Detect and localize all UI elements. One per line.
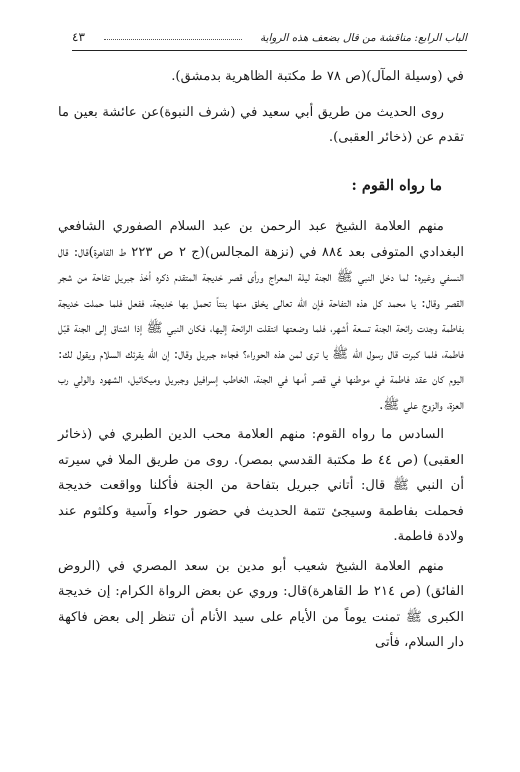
section-heading: ما رواه القوم : (351, 176, 442, 194)
paragraph-abu-said: روى الحديث من طريق أبي سعيد في (شرف النبوة)عن عائشة بعين ما تقدم عن (ذخائر العقبى). (58, 104, 464, 145)
leader-dots (104, 39, 242, 40)
paragraph-continuation: في (وسيلة المآل)(ص ٧٨ ط مكتبة الظاهرية بدمشق). (171, 69, 464, 84)
page-number: ٤٣ (72, 30, 85, 44)
chapter-title: الباب الرابع: مناقشة من قال بضعف هذه الرواية (259, 32, 467, 44)
page-body (58, 64, 464, 656)
paragraph-shuayb: منهم العلامة الشيخ شعيب أبو مدين بن سعد المصري في (الروض الفائق) (ص ٢١٤ ط القاهرة)قال: وروي عن بعض الرواة الكرام: إن خديجة الكبرى ﷺ تمنت يوماً من الأيام على سيد الأنام أن تنظر إلى بعض فاكهة دار السلام، فأتى (58, 558, 464, 650)
paragraph-tabari: السادس ما رواه القوم: منهم العلامة محب الدين الطبري في (ذخائر العقبى) (ص ٤٤ ط مكتبة القدسي بمصر). روى من طريق الملا في سيرته أن النبي ﷺ قال: أتاني جبريل بتفاحة من الجنة فأكلنا وواقعت خديجة فحملت بفاطمة وسيجئ تتمة الحديث في حضور حواء وآسية وكلثوم عند ولادة فاطمة. (58, 427, 464, 544)
header-rule (72, 50, 467, 51)
paragraph-safuri: منهم العلامة الشيخ عبد الرحمن بن عبد السلام الصفوري الشافعي البغدادي المتوفى بعد ٨٨٤ في (نزهة المجالس)(ج ٢ ص ٢٢٣ ط القاهرة)قال: قال النسفي وغيره: لما دخل النبي ﷺ الجنة ليلة المعراج ورأى قصر خديجة المتقدم ذكره أخذ جبريل تفاحة من شجر القصر وقال: يا محمد كل هذه التفاحة فإن الله تعالى يخلق منها بنتاً تحمل بها خديجة، ففعل فلما حملت خديجة بفاطمة وجدت رائحة الجنة تسعة أشهر، فلما وضعتها انتقلت الرائحة إليها، فكان النبي ﷺ إذا اشتاق إلى الجنة قبّل فاطمة، فلما كبرت قال رسول الله ﷺ يا ترى لمن هذه الحوراء؟ فجاءه جبريل وقال: إن الله يقرئك السلام ويقول لك: اليوم كان عقد فاطمة في موطنها في قصر أمها في الجنة، الخاطب إسرافيل وجبريل وميكائيل، الشهود والولي رب العزة، والزوج علي ﷺ. (58, 219, 464, 413)
running-header (72, 30, 467, 48)
